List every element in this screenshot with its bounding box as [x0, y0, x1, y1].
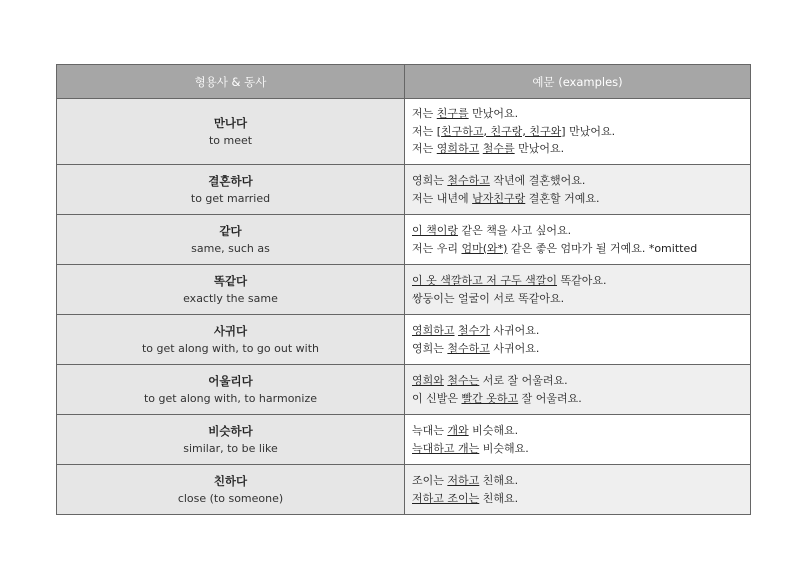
korean-word: 같다 — [219, 223, 242, 238]
sentence-text: 만났어요. — [468, 107, 519, 121]
sentence-text: 저는 — [412, 142, 437, 156]
korean-word: 만나다 — [213, 115, 248, 130]
english-meaning: same, such as — [191, 241, 270, 255]
example-sentence — [412, 105, 750, 123]
example-sentence — [412, 472, 750, 490]
underlined-phrase: 개와 — [447, 424, 469, 437]
english-meaning: close (to someone) — [177, 491, 284, 505]
sentence-text: 만났어요. — [514, 142, 565, 156]
underlined-phrase: 빨간 옷하고 — [461, 391, 519, 405]
sentence-text: 저는 내년에 — [412, 191, 473, 205]
table-row — [57, 99, 751, 165]
english-meaning: similar, to be like — [183, 441, 278, 455]
underlined-phrase: 이 옷 색깔하고 저 구두 색깔이 — [412, 274, 557, 287]
table-body — [57, 99, 751, 515]
underlined-phrase: 친구를 — [436, 107, 469, 121]
sentence-text: 저는 [ — [412, 124, 442, 138]
korean-word: 똑같다 — [213, 273, 248, 288]
example-sentence — [412, 272, 750, 290]
underlined-phrase: 영희와 — [412, 374, 444, 387]
underlined-phrase: 철수는 — [447, 374, 480, 387]
sentence-text: 똑같아요. — [557, 274, 607, 287]
korean-word: 비슷하다 — [208, 423, 253, 438]
word-cell — [57, 265, 405, 315]
sentence-text: 저는 — [412, 107, 437, 121]
english-meaning: to get married — [190, 191, 271, 205]
sentence-text: 이 신발은 — [412, 391, 462, 405]
examples-cell — [405, 265, 751, 315]
underlined-phrase: 저하고 조이는 — [412, 491, 480, 505]
examples-cell — [405, 215, 751, 265]
underlined-phrase: 이 책이랑 — [412, 224, 459, 237]
word-cell — [57, 465, 405, 515]
sentence-text: 잘 어울려요. — [518, 391, 582, 405]
example-sentence — [412, 490, 750, 508]
sentence-text: ] 만났어요. — [561, 124, 616, 138]
sentence-text: 영희는 — [412, 174, 448, 187]
word-cell — [57, 415, 405, 465]
examples-cell — [405, 465, 751, 515]
word-cell — [57, 165, 405, 215]
sentence-text: 비슷해요. — [479, 441, 529, 455]
examples-cell — [405, 415, 751, 465]
underlined-phrase: 영희하고 — [436, 142, 480, 156]
word-cell — [57, 215, 405, 265]
sentence-text: 사귀어요. — [489, 324, 540, 337]
examples-cell — [405, 365, 751, 415]
sentence-text: 영희는 — [412, 341, 448, 355]
sentence-text: 사귀어요. — [489, 341, 540, 355]
underlined-phrase: 영희하고 — [412, 324, 455, 337]
example-sentence — [412, 140, 750, 158]
korean-word: 사귀다 — [213, 323, 248, 338]
header-adjectives-verbs: 형용사 & 동사 — [57, 65, 405, 99]
examples-cell — [405, 165, 751, 215]
example-sentence — [412, 172, 750, 190]
sentence-text: 같은 책을 사고 싶어요. — [458, 224, 572, 237]
underlined-phrase: 철수하고 — [447, 341, 490, 355]
table-header-row — [57, 65, 751, 99]
sentence-text: 조이는 — [412, 474, 448, 487]
example-sentence — [412, 422, 750, 440]
examples-cell — [405, 315, 751, 365]
korean-word: 친하다 — [213, 473, 248, 488]
underlined-phrase: 남자친구랑 — [472, 191, 526, 205]
underlined-phrase: 친구하고, 친구랑, 친구와 — [441, 124, 562, 138]
sentence-text: 같은 좋은 엄마가 될 거예요. *omitted — [507, 241, 698, 255]
examples-cell — [405, 99, 751, 165]
example-sentence — [412, 440, 750, 458]
underlined-phrase: 철수를 — [482, 142, 515, 156]
word-cell — [57, 99, 405, 165]
example-sentence — [412, 340, 750, 358]
example-sentence — [412, 322, 750, 340]
sentence-text: 결혼할 거예요. — [525, 191, 600, 205]
example-sentence — [412, 190, 750, 208]
korean-word: 어울리다 — [208, 373, 253, 388]
english-meaning: to get along with, to harmonize — [143, 391, 317, 405]
example-sentence — [412, 290, 750, 308]
example-sentence — [412, 390, 750, 408]
sentence-text: 저는 우리 — [412, 241, 462, 255]
underlined-phrase: 철수가 — [458, 324, 490, 337]
table-row — [57, 165, 751, 215]
sentence-text: 서로 잘 어울려요. — [479, 374, 568, 387]
table-row — [57, 465, 751, 515]
example-sentence — [412, 372, 750, 390]
example-sentence — [412, 240, 750, 258]
table-row — [57, 265, 751, 315]
word-cell — [57, 365, 405, 415]
english-meaning: exactly the same — [183, 291, 278, 305]
underlined-phrase: 저하고 — [447, 474, 480, 487]
table-row — [57, 215, 751, 265]
sentence-text: 친해요. — [479, 491, 519, 505]
table-row — [57, 365, 751, 415]
example-sentence — [412, 222, 750, 240]
word-cell — [57, 315, 405, 365]
underlined-phrase: 철수하고 — [447, 174, 490, 187]
sentence-text: 쌍둥이는 얼굴이 서로 똑같아요. — [412, 291, 565, 305]
table-row — [57, 415, 751, 465]
sentence-text: 비슷해요. — [468, 424, 519, 437]
sentence-text: 늑대는 — [412, 424, 448, 437]
english-meaning: to meet — [208, 133, 253, 147]
underlined-phrase: 늑대하고 개는 — [412, 441, 480, 455]
header-examples: 예문 (examples) — [405, 65, 751, 99]
korean-word: 결혼하다 — [208, 173, 253, 188]
example-sentence — [412, 123, 750, 141]
sentence-text: 작년에 결혼했어요. — [489, 174, 586, 187]
vocab-table — [56, 64, 751, 515]
underlined-phrase: 엄마(와*) — [461, 241, 508, 255]
table-row — [57, 315, 751, 365]
sentence-text: 친해요. — [479, 474, 519, 487]
english-meaning: to get along with, to go out with — [141, 341, 319, 355]
